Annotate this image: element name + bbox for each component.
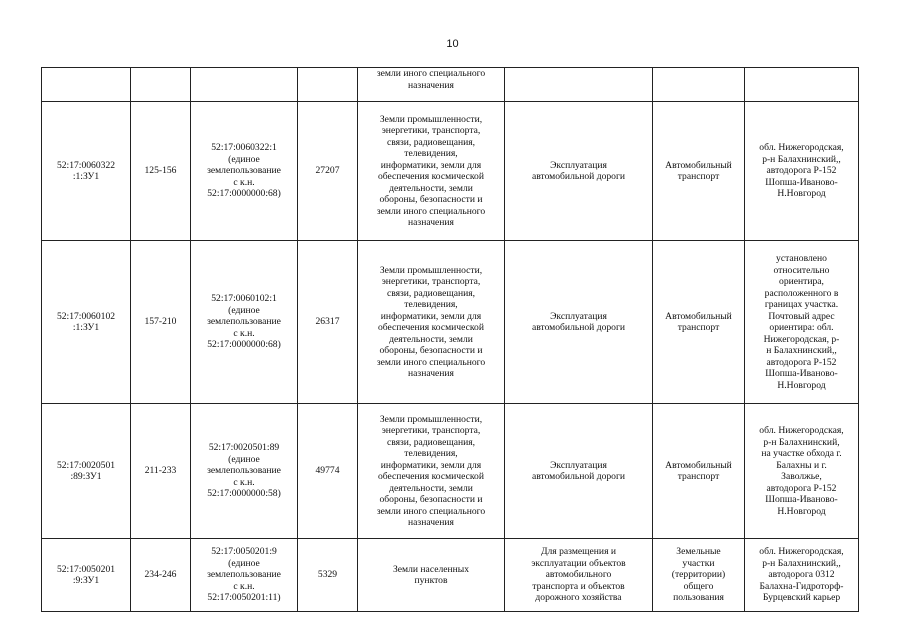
cell-text: Земли промышленности, энергетики, транспорта, связи, радиовещания, телевидения, информатики, земли для обеспечения космической деятельности, земли обороны, безопасности и земли иного специального назначения xyxy=(376,413,486,528)
cell-cadastre xyxy=(191,539,298,612)
cell-text: 52:17:0060102 :1:ЗУ1 xyxy=(56,310,116,333)
cell-area xyxy=(298,241,358,404)
table-row xyxy=(42,241,859,404)
cell-area xyxy=(298,102,358,241)
cell-text: 52:17:0020501 :89:ЗУ1 xyxy=(56,459,116,482)
cell-type xyxy=(653,241,745,404)
cell-use xyxy=(505,68,653,102)
cell-text: 52:17:0050201 :9:ЗУ1 xyxy=(56,563,116,586)
cell-address xyxy=(745,404,859,539)
cell-number xyxy=(42,102,131,241)
cell-area xyxy=(298,404,358,539)
cell-text: Для размещения и эксплуатации объектов автомобильного транспорта и объектов дорожного хозяйства xyxy=(531,546,626,604)
cell-number xyxy=(42,404,131,539)
cell-cadastre xyxy=(191,241,298,404)
cell-area xyxy=(298,539,358,612)
cell-area xyxy=(298,68,358,102)
cell-text: 52:17:0020501:89 (единое землепользование с к.н. 52:17:0000000:58) xyxy=(207,442,281,500)
cell-category xyxy=(358,539,505,612)
cell-text: 52:17:0060102:1 (единое землепользование с к.н. 52:17:0000000:68) xyxy=(207,293,281,351)
cell-range xyxy=(131,241,191,404)
cell-text: 234-246 xyxy=(144,569,177,581)
cell-text: обл. Нижегородская, р-н Балахнинский, на участке обхода г. Балахны и г. Заволжье, автодорога Р-152 Шопша-Иваново- Н.Новгород xyxy=(759,425,844,517)
cell-range xyxy=(131,68,191,102)
cell-text: Земельные участки (территории) общего пользования xyxy=(671,546,726,604)
cell-type xyxy=(653,404,745,539)
cell-text: Эксплуатация автомобильной дороги xyxy=(531,459,626,482)
cell-text: Земли промышленности, энергетики, транспорта, связи, радиовещания, телевидения, информатики, земли для обеспечения космической деятельности, земли обороны, безопасности и земли иного специального назначения xyxy=(376,264,486,379)
cell-text: 27207 xyxy=(315,165,340,177)
cell-type xyxy=(653,102,745,241)
cell-text: Автомобильный транспорт xyxy=(665,459,732,482)
page-number: 10 xyxy=(446,38,459,50)
cell-range xyxy=(131,102,191,241)
cell-text: обл. Нижегородская, р-н Балахнинский,, автодорога 0312 Балахна-Гидроторф- Бурцевский карьер xyxy=(759,546,844,604)
cell-type xyxy=(653,539,745,612)
cell-text: 125-156 xyxy=(144,165,177,177)
cell-range xyxy=(131,539,191,612)
cell-category xyxy=(358,102,505,241)
cell-text: 5329 xyxy=(317,569,338,581)
cell-text: Автомобильный транспорт xyxy=(665,310,732,333)
table-row xyxy=(42,539,859,612)
cell-type xyxy=(653,68,745,102)
cell-text: 52:17:0060322 :1:ЗУ1 xyxy=(56,159,116,182)
cell-text: 211-233 xyxy=(144,465,177,477)
table-row xyxy=(42,404,859,539)
cell-text: установлено относительно ориентира, расположенного в границах участка. Почтовый адрес ориентира: обл. Нижегородская, р- н Балахнинский,, автодорога Р-152 Шопша-Иваново- Н.Новгород xyxy=(763,253,840,391)
cell-range xyxy=(131,404,191,539)
cell-text: Эксплуатация автомобильной дороги xyxy=(531,159,626,182)
cell-text: обл. Нижегородская, р-н Балахнинский,, автодорога Р-152 Шопша-Иваново- Н.Новгород xyxy=(759,142,844,200)
cell-address xyxy=(745,68,859,102)
cell-cadastre xyxy=(191,404,298,539)
cell-category xyxy=(358,404,505,539)
cell-cadastre xyxy=(191,102,298,241)
cell-text: Автомобильный транспорт xyxy=(665,159,732,182)
cell-use xyxy=(505,241,653,404)
cell-text: 157-210 xyxy=(144,316,177,328)
table-row xyxy=(42,68,859,102)
cell-number xyxy=(42,539,131,612)
cell-cadastre xyxy=(191,68,298,102)
cell-number xyxy=(42,241,131,404)
land-plots-table xyxy=(41,67,859,612)
cell-address xyxy=(745,102,859,241)
cell-text: Земли населенных пунктов xyxy=(392,563,470,586)
table-row xyxy=(42,102,859,241)
cell-text: 49774 xyxy=(315,465,340,477)
cell-category xyxy=(358,68,505,102)
cell-text: 52:17:0050201:9 (единое землепользование с к.н. 52:17:0050201:11) xyxy=(207,546,281,604)
cell-category xyxy=(358,241,505,404)
cell-text: Земли промышленности, энергетики, транспорта, связи, радиовещания, телевидения, информатики, земли для обеспечения космической деятельности, земли обороны, безопасности и земли иного специального назначения xyxy=(376,113,486,228)
cell-address xyxy=(745,539,859,612)
cell-use xyxy=(505,539,653,612)
cell-address xyxy=(745,241,859,404)
cell-text: земли иного специального назначения xyxy=(376,68,486,91)
cell-text: 52:17:0060322:1 (единое землепользование с к.н. 52:17:0000000:68) xyxy=(207,142,281,200)
cell-use xyxy=(505,404,653,539)
cell-use xyxy=(505,102,653,241)
cell-number xyxy=(42,68,131,102)
cell-text: 26317 xyxy=(315,316,340,328)
cell-text: Эксплуатация автомобильной дороги xyxy=(531,310,626,333)
